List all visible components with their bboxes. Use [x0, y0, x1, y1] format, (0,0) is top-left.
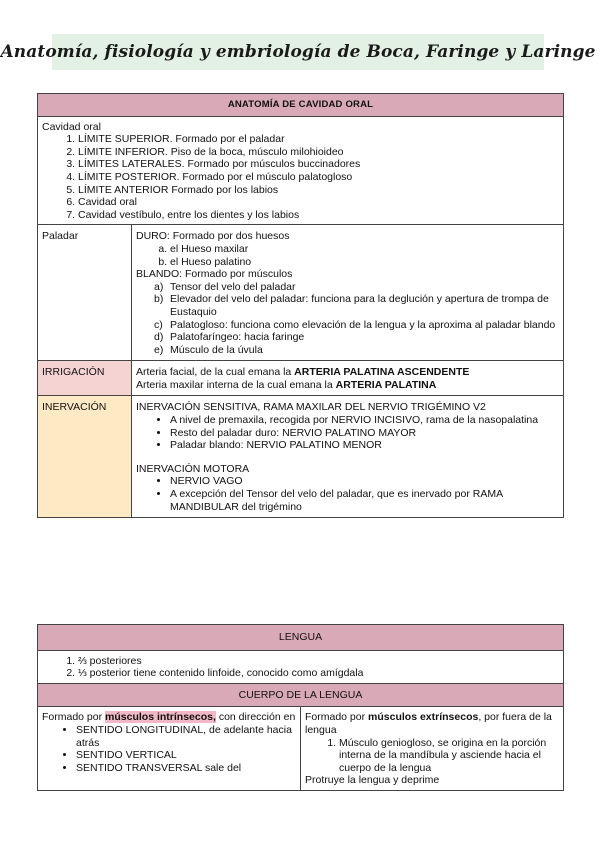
- intrinsecos-post: con dirección en: [215, 711, 296, 724]
- irrigacion-line-1-bold: ARTERIA PALATINA ASCENDENTE: [294, 366, 470, 379]
- inervacion-sensitiva-list: [136, 414, 559, 452]
- inervacion-sensitiva: INERVACIÓN SENSITIVA, RAMA MAXILAR DEL NERVIO TRIGÉMINO V2: [136, 401, 486, 414]
- list-item: • Resto del paladar duro: NERVIO PALATINO MAYOR: [170, 427, 559, 440]
- extrinsecos-list: [305, 737, 559, 775]
- list-item: b. el Hueso palatino: [170, 256, 559, 269]
- inervacion-content: [132, 396, 564, 518]
- intrinsecos-intro: [42, 711, 296, 724]
- cavidad-oral-list: [42, 133, 559, 221]
- irrigacion-label: IRRIGACIÓN: [38, 361, 132, 396]
- intrinsecos-cell: [38, 707, 301, 791]
- list-item: a. el Hueso maxilar: [170, 243, 559, 256]
- list-item: 4. LÍMITE POSTERIOR. Formado por el músculo palatogloso: [78, 171, 559, 184]
- document-title: Anatomía, fisiología y embriología de Boca, Faringe y Laringe: [0, 42, 596, 62]
- list-item: e) Músculo de la úvula: [150, 344, 559, 357]
- list-item: • Paladar blando: NERVIO PALATINO MENOR: [170, 439, 559, 452]
- cavidad-oral-heading: Cavidad oral: [42, 120, 101, 133]
- paladar-duro-list: [136, 243, 559, 268]
- irrigacion-line-2: [136, 379, 559, 392]
- list-item: • SENTIDO VERTICAL: [76, 749, 296, 762]
- irrigacion-content: [132, 361, 564, 396]
- cuerpo-lengua-header-text: CUERPO DE LA LENGUA: [238, 688, 363, 701]
- list-item: • A excepción del Tensor del velo del paladar, que es inervado por RAMA MANDIBULAR del trigémino: [170, 488, 559, 513]
- paladar-label: Paladar: [38, 225, 132, 361]
- list-item: • SENTIDO LONGITUDINAL, de adelante hacia atrás: [76, 724, 296, 749]
- lengua-intro-cell: [38, 650, 564, 683]
- list-item: a) Tensor del velo del paladar: [150, 281, 559, 294]
- spacer: [136, 452, 559, 463]
- cuerpo-lengua-header: [38, 683, 564, 707]
- list-item: 6. Cavidad oral: [78, 196, 559, 209]
- list-item: 3. LÍMITES LATERALES. Formado por músculos buccinadores: [78, 158, 559, 171]
- intrinsecos-pre: Formado por: [42, 711, 106, 724]
- intrinsecos-list: [42, 724, 296, 774]
- lengua-header: [38, 625, 564, 651]
- list-item: 1. Músculo geniogloso, se origina en la porción interna de la mandíbula y asciende hacia el cuerpo de la lengua: [339, 737, 559, 775]
- irrigacion-line-2-bold: ARTERIA PALATINA: [335, 378, 437, 391]
- list-item: 1. LÍMITE SUPERIOR. Formado por el paladar: [78, 133, 559, 146]
- list-item: d) Palatofaríngeo: hacia faringe: [150, 331, 559, 344]
- extrinsecos-intro: [305, 711, 559, 736]
- oral-cavity-header: [38, 94, 564, 117]
- list-item: • SENTIDO TRANSVERSAL sale del: [76, 762, 296, 775]
- paladar-content: [132, 225, 564, 361]
- extrinsecos-post: , por fuera de la lengua: [305, 711, 552, 736]
- list-item: 1. ⅔ posteriores: [78, 655, 559, 668]
- list-item: 2. ⅓ posterior tiene contenido linfoide, conocido como amígdala: [78, 667, 559, 680]
- list-item: 2. LÍMITE INFERIOR. Piso de la boca, músculo milohioideo: [78, 146, 559, 159]
- extrinsecos-after: Protruye la lengua y deprime: [305, 774, 440, 787]
- irrigacion-line-2-text: Arteria maxilar interna de la cual emana la: [136, 378, 336, 391]
- intrinsecos-highlight: músculos intrínsecos,: [105, 711, 216, 724]
- oral-cavity-header-text: ANATOMÍA DE CAVIDAD ORAL: [227, 99, 374, 110]
- inervacion-motora-list: [136, 475, 559, 513]
- list-item: c) Palatogloso: funciona como elevación de la lengua y la aproxima al paladar blando: [150, 319, 559, 332]
- list-item: • NERVIO VAGO: [170, 475, 559, 488]
- list-item: • A nivel de premaxila, recogida por NERVIO INCISIVO, rama de la nasopalatina: [170, 414, 559, 427]
- inervacion-motora: INERVACIÓN MOTORA: [136, 462, 250, 475]
- paladar-blando-list: [136, 281, 559, 357]
- lengua-intro-list: [42, 655, 559, 680]
- list-item: b) Elevador del velo del paladar: funciona para la deglución y apertura de trompa de Eustaquio: [150, 293, 559, 318]
- extrinsecos-cell: [301, 707, 564, 791]
- list-item: 7. Cavidad vestíbulo, entre los dientes y los labios: [78, 209, 559, 222]
- title-band: [0, 34, 596, 70]
- irrigacion-line-1: [136, 366, 559, 379]
- paladar-blando: BLANDO: Formado por músculos: [136, 268, 293, 281]
- lengua-header-text: LENGUA: [278, 631, 323, 643]
- inervacion-label: INERVACIÓN: [38, 396, 132, 518]
- extrinsecos-pre: Formado por: [305, 711, 369, 724]
- cavidad-oral-cell: [38, 116, 564, 225]
- lengua-table: [37, 624, 564, 791]
- paladar-duro: DURO: Formado por dos huesos: [136, 230, 290, 243]
- irrigacion-line-1-text: Arteria facial, de la cual emana la: [136, 366, 295, 379]
- list-item: 5. LÍMITE ANTERIOR Formado por los labios: [78, 184, 559, 197]
- extrinsecos-bold: músculos extrínsecos: [368, 711, 479, 724]
- oral-cavity-table: [37, 93, 564, 518]
